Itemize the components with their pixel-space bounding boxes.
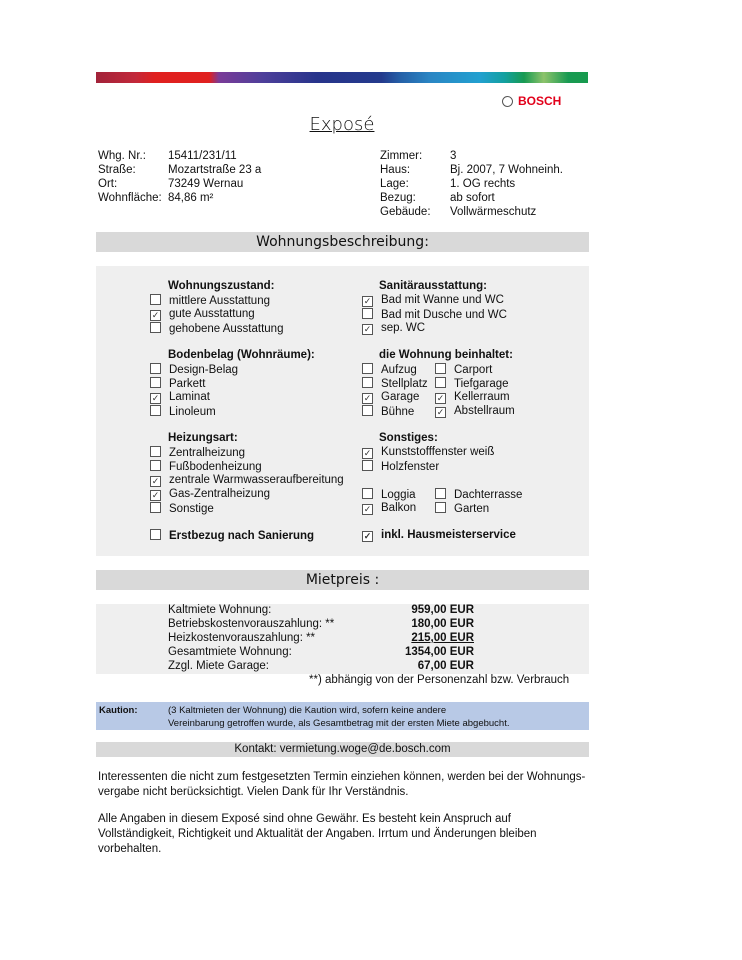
note-interessenten: Interessenten die nicht zum festgesetzten Termin einziehen können, werden bei der Wohnungs-vergabe nicht berücksichtigt. Vielen Dank für Ihr Verständnis. xyxy=(98,771,586,798)
price-value: 959,00 EUR xyxy=(411,604,474,616)
checkbox-item[interactable] xyxy=(150,322,283,335)
checkbox-label: Parkett xyxy=(169,378,206,390)
checkbox-label: Kellerraum xyxy=(454,391,510,403)
checkbox-item[interactable] xyxy=(150,446,245,459)
price-label: Zzgl. Miete Garage: xyxy=(168,660,269,672)
checkbox-item[interactable] xyxy=(362,502,416,515)
checkbox-item[interactable] xyxy=(150,308,255,321)
checkbox-item[interactable] xyxy=(362,460,439,473)
checkbox-item[interactable] xyxy=(150,294,270,307)
checkbox-item[interactable] xyxy=(150,391,210,404)
checkbox-item[interactable] xyxy=(362,529,516,542)
checkbox-label: Loggia xyxy=(381,489,416,501)
group-heading: Sonstiges: xyxy=(379,432,438,444)
checkbox-item[interactable] xyxy=(150,377,205,390)
checkbox-item[interactable] xyxy=(362,363,417,376)
group-heading: die Wohnung beinhaltet: xyxy=(379,349,513,361)
checkbox[interactable]: ✓ xyxy=(363,504,372,514)
checkbox-item[interactable] xyxy=(435,377,509,390)
checkbox[interactable] xyxy=(150,460,161,471)
price-footnote: **) abhängig von der Personenzahl bzw. Verbrauch xyxy=(309,674,570,686)
price-label: Heizkostenvorauszahlung: ** xyxy=(168,632,316,644)
checkbox-label: Bad mit Dusche und WC xyxy=(381,309,507,321)
checkbox[interactable] xyxy=(150,529,161,540)
info-label: Haus: xyxy=(380,164,411,176)
checkbox-label: Holzfenster xyxy=(381,461,440,473)
checkbox-label: Garage xyxy=(381,391,420,403)
deposit-label: Kaution: xyxy=(99,705,138,716)
checkbox[interactable] xyxy=(435,502,446,513)
info-value: Bj. 2007, 7 Wohneinh. xyxy=(450,164,563,176)
info-label: Bezug: xyxy=(380,192,416,204)
group-heading: Wohnungszustand: xyxy=(168,280,275,292)
checkbox-item[interactable] xyxy=(150,529,314,542)
checkbox-item[interactable] xyxy=(362,308,507,321)
info-label: Ort: xyxy=(98,178,118,190)
price-value: 180,00 EUR xyxy=(411,618,474,630)
checkbox[interactable] xyxy=(435,488,446,499)
checkbox-label: Erstbezug nach Sanierung xyxy=(169,530,315,542)
checkbox-item[interactable] xyxy=(435,363,492,376)
info-label: Whg. Nr.: xyxy=(98,150,146,162)
checkbox-item[interactable] xyxy=(362,405,414,418)
group-heading: Bodenbelag (Wohnräume): xyxy=(168,349,315,361)
checkbox-item[interactable] xyxy=(435,391,510,404)
group-heading: Sanitärausstattung: xyxy=(379,280,487,292)
checkbox[interactable]: ✓ xyxy=(363,393,372,403)
checkbox-label: Stellplatz xyxy=(381,378,428,390)
checkbox-label: Tiefgarage xyxy=(454,378,509,390)
info-value: 84,86 m² xyxy=(168,192,214,204)
checkbox[interactable] xyxy=(150,502,161,513)
price-value: 67,00 EUR xyxy=(417,660,474,672)
checkbox[interactable] xyxy=(435,377,446,388)
checkbox-item[interactable] xyxy=(150,502,214,515)
checkbox[interactable]: ✓ xyxy=(151,476,160,486)
checkbox-label: Fußbodenheizung xyxy=(169,461,262,473)
checkbox[interactable]: ✓ xyxy=(151,490,160,500)
info-value: Mozartstraße 23 a xyxy=(168,164,262,176)
checkbox-label: sep. WC xyxy=(381,322,426,334)
checkbox-label: mittlere Ausstattung xyxy=(169,295,270,307)
group-heading: Heizungsart: xyxy=(168,432,238,444)
checkbox-label: Garten xyxy=(454,503,490,515)
checkbox-label: Carport xyxy=(454,364,493,376)
checkbox[interactable]: ✓ xyxy=(363,448,372,458)
info-label: Wohnfläche: xyxy=(98,192,162,204)
checkbox-item[interactable] xyxy=(435,502,489,515)
checkbox[interactable] xyxy=(150,446,161,457)
page-title: Exposé xyxy=(309,114,375,135)
checkbox[interactable] xyxy=(150,294,161,305)
checkbox[interactable] xyxy=(150,405,161,416)
info-value: ab sofort xyxy=(450,192,495,204)
checkbox-label: zentrale Warmwasseraufbereitung xyxy=(169,474,344,486)
checkbox[interactable] xyxy=(362,308,373,319)
info-label: Zimmer: xyxy=(380,150,423,162)
checkbox-label: Kunststofffenster weiß xyxy=(381,446,495,458)
bosch-logo xyxy=(502,94,561,108)
checkbox[interactable] xyxy=(435,363,446,374)
info-value: 1. OG rechts xyxy=(450,178,516,190)
contact-bar: Kontakt: vermietung.woge@de.bosch.com xyxy=(96,742,589,757)
checkbox-item[interactable] xyxy=(362,322,425,335)
bosch-armature-icon xyxy=(502,96,513,107)
price-value: 1354,00 EUR xyxy=(404,646,474,658)
info-label: Lage: xyxy=(380,178,409,190)
checkbox-item[interactable] xyxy=(362,488,416,501)
checkbox[interactable] xyxy=(362,377,373,388)
brand-name: BOSCH xyxy=(518,94,562,108)
checkbox-item[interactable] xyxy=(435,488,522,501)
checkbox[interactable]: ✓ xyxy=(436,393,445,403)
price-value: 215,00 EUR xyxy=(411,632,474,644)
deposit-box xyxy=(96,702,589,730)
checkbox-item[interactable] xyxy=(435,405,515,418)
note-disclaimer: Alle Angaben in diesem Exposé sind ohne Gewähr. Es besteht kein Anspruch auf Vollständigkeit, Richtigkeit und Aktualität der Angaben. Irrtum und Änderungen bleiben vorbehalten. xyxy=(98,813,537,855)
price-label: Betriebskostenvorauszahlung: ** xyxy=(168,618,335,630)
info-label: Gebäude: xyxy=(380,206,431,218)
info-value: 3 xyxy=(450,150,457,162)
checkbox-label: gehobene Ausstattung xyxy=(169,323,284,335)
info-label: Straße: xyxy=(98,164,136,176)
checkbox-item[interactable] xyxy=(150,488,270,501)
checkbox-label: Zentralheizung xyxy=(169,447,246,459)
checkbox-item[interactable] xyxy=(150,363,238,376)
price-label: Gesamtmiete Wohnung: xyxy=(168,646,292,658)
checkbox-label: Gas-Zentralheizung xyxy=(169,488,270,500)
checkbox-item[interactable] xyxy=(362,391,419,404)
checkbox[interactable] xyxy=(362,405,373,416)
checkbox-label: Bühne xyxy=(381,406,415,418)
section-header-description: Wohnungsbeschreibung: xyxy=(96,232,589,252)
checkbox[interactable] xyxy=(150,377,161,388)
checkbox-label: Dachterrasse xyxy=(454,489,523,501)
checkbox[interactable]: ✓ xyxy=(363,296,372,306)
checkbox-label: inkl. Hausmeisterservice xyxy=(381,529,516,541)
info-value: 15411/231/11 xyxy=(168,150,237,162)
checkbox[interactable] xyxy=(362,460,373,471)
checkbox-label: Abstellraum xyxy=(454,405,515,417)
checkbox-label: Laminat xyxy=(169,391,210,403)
checkbox[interactable]: ✓ xyxy=(436,407,445,417)
checkbox-item[interactable] xyxy=(362,294,504,307)
checkbox[interactable]: ✓ xyxy=(151,393,160,403)
deposit-line-1: (3 Kaltmieten der Wohnung) die Kaution wird, sofern keine andere xyxy=(168,705,447,716)
checkbox-item[interactable] xyxy=(150,474,344,487)
checkbox[interactable]: ✓ xyxy=(363,324,372,334)
checkbox[interactable]: ✓ xyxy=(151,310,160,320)
info-value: 73249 Wernau xyxy=(168,178,244,190)
deposit-line-2: Vereinbarung getroffen wurde, als Gesamtbetrag mit der ersten Miete abgebucht. xyxy=(168,718,510,729)
checkbox-label: Bad mit Wanne und WC xyxy=(381,294,504,306)
checkbox[interactable] xyxy=(362,363,373,374)
checkbox-item[interactable] xyxy=(362,377,428,390)
checkbox-label: Design-Belag xyxy=(169,364,239,376)
checkbox-label: Sonstige xyxy=(169,503,214,515)
brand-color-bar xyxy=(96,72,588,83)
price-label: Kaltmiete Wohnung: xyxy=(168,604,272,616)
checkbox-label: Linoleum xyxy=(169,406,216,418)
checkbox-label: Aufzug xyxy=(381,364,417,376)
checkbox[interactable] xyxy=(150,322,161,333)
checkbox-item[interactable] xyxy=(150,405,216,418)
checkbox-item[interactable] xyxy=(150,460,262,473)
section-header-price: Mietpreis : xyxy=(96,570,589,590)
checkbox-label: Balkon xyxy=(381,502,417,514)
checkbox[interactable]: ✓ xyxy=(363,531,372,541)
checkbox-label: gute Ausstattung xyxy=(169,308,255,320)
info-value: Vollwärmeschutz xyxy=(450,206,537,218)
checkbox-item[interactable] xyxy=(362,446,494,459)
checkbox[interactable] xyxy=(150,363,161,374)
checkbox[interactable] xyxy=(362,488,373,499)
